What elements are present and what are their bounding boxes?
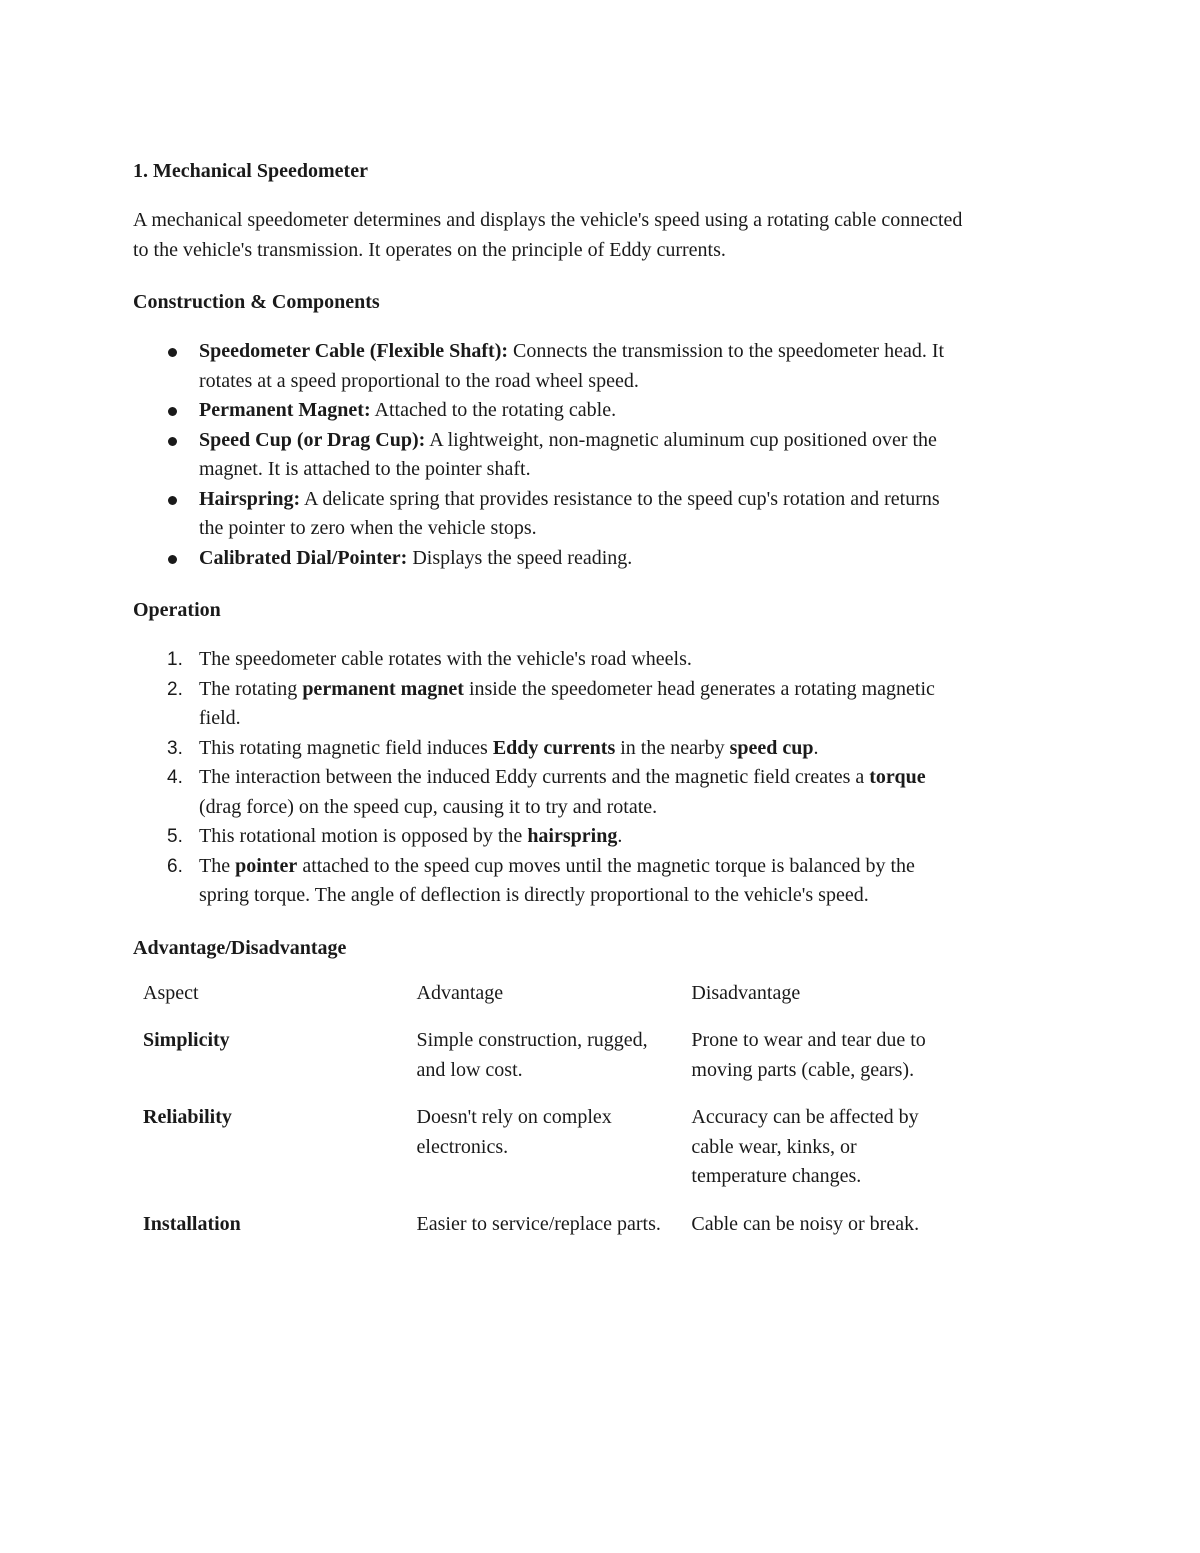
list-item (133, 544, 963, 574)
step-text: The speedometer cable rotates with the vehicle's road wheels. (199, 648, 692, 670)
step-text: . (813, 736, 819, 759)
component-term: Permanent Magnet: (199, 399, 371, 421)
bullet-icon (168, 348, 177, 357)
component-text: A lightweight, non-magnetic aluminum cup positioned over the magnet. It is attached to the pointer shaft. (199, 428, 937, 480)
step-number: 4. (167, 767, 183, 788)
operation-steps (133, 645, 963, 911)
advantage-cell: Simple construction, rugged, and low cost. (416, 1029, 648, 1081)
step-number: 3. (167, 737, 183, 759)
aspect-label: Reliability (143, 1106, 232, 1128)
components-list (133, 337, 963, 573)
list-item (133, 426, 963, 485)
page-title: 1. Mechanical Speedometer (133, 160, 368, 182)
aspect-cell (133, 1210, 407, 1258)
list-item (133, 763, 963, 822)
component-term: Speed Cup (or Drag Cup): (199, 428, 426, 451)
list-item (133, 822, 963, 852)
column-header: Disadvantage (691, 981, 801, 1004)
bullet-icon (168, 555, 177, 564)
aspect-label: Simplicity (143, 1029, 230, 1051)
step-text: The interaction between the induced Eddy currents and the magnetic field creates a (199, 766, 870, 788)
construction-heading: Construction & Components (133, 291, 380, 313)
operation-heading: Operation (133, 599, 221, 621)
advantage-cell: Easier to service/replace parts. (416, 1212, 661, 1235)
step-text: . (617, 825, 623, 847)
step-emphasis: pointer (235, 854, 298, 877)
step-number: 5. (167, 826, 183, 847)
step-emphasis: Eddy currents (492, 736, 616, 759)
list-item (133, 645, 963, 675)
advantage-cell: Doesn't rely on complex electronics. (416, 1106, 612, 1158)
component-text: Attached to the rotating cable. (370, 399, 617, 421)
step-text: inside the speedometer head generates a rotating magnetic field. (199, 677, 935, 729)
aspect-label: Installation (143, 1212, 241, 1235)
list-item (133, 485, 963, 544)
step-text: (drag force) on the speed cup, causing it to try and rotate. (199, 795, 658, 818)
step-text: The rotating (199, 677, 303, 700)
disadvantage-cell: Cable can be noisy or break. (691, 1212, 920, 1235)
intro-paragraph: A mechanical speedometer determines and displays the vehicle's speed using a rotating cable connected to the vehicle's transmission. It operates on the principle of Eddy currents. (133, 209, 963, 261)
step-number: 2. (167, 678, 183, 700)
component-term: Calibrated Dial/Pointer: (199, 546, 408, 569)
step-text: The (199, 854, 236, 877)
list-item (133, 852, 963, 911)
list-item (133, 396, 963, 426)
table-row (133, 1210, 963, 1258)
list-item (133, 675, 963, 734)
document-page (133, 156, 963, 1257)
step-emphasis: hairspring (527, 825, 618, 847)
component-term: Hairspring: (199, 487, 301, 510)
table-row (133, 1026, 963, 1103)
advantages-table (133, 979, 963, 1258)
bullet-icon (168, 437, 177, 446)
table-row (133, 1103, 963, 1210)
advantages-heading: Advantage/Disadvantage (133, 936, 347, 959)
component-text: Connects the transmission to the speedometer head. It rotates at a speed proportional to the road wheel speed. (199, 340, 945, 392)
bullet-icon (168, 496, 177, 505)
column-header: Advantage (416, 981, 504, 1004)
step-text: This rotational motion is opposed by the (199, 825, 528, 847)
step-text: in the nearby (615, 736, 730, 759)
component-text: A delicate spring that provides resistance to the speed cup's rotation and returns the pointer to zero when the vehicle stops. (199, 487, 940, 539)
step-number: 1. (167, 649, 183, 670)
list-item (133, 337, 963, 396)
step-emphasis: torque (869, 766, 926, 788)
table-header-row (133, 979, 963, 1027)
component-text: Displays the speed reading. (407, 546, 633, 569)
step-text: This rotating magnetic field induces (199, 736, 493, 759)
step-emphasis: speed cup (729, 736, 814, 759)
disadvantage-cell: Accuracy can be affected by cable wear, kinks, or temperature changes. (691, 1106, 919, 1187)
list-item (133, 734, 963, 764)
step-number: 6. (167, 855, 183, 877)
component-term: Speedometer Cable (Flexible Shaft): (199, 340, 509, 362)
aspect-cell (133, 1103, 407, 1210)
disadvantage-cell: Prone to wear and tear due to moving parts (cable, gears). (691, 1029, 926, 1081)
bullet-icon (168, 407, 177, 416)
aspect-cell (133, 1026, 407, 1103)
step-emphasis: permanent magnet (302, 677, 464, 700)
column-header: Aspect (143, 981, 199, 1004)
step-text: attached to the speed cup moves until the magnetic torque is balanced by the spring torque. The angle of deflection is directly proportional to the vehicle's speed. (199, 854, 915, 906)
